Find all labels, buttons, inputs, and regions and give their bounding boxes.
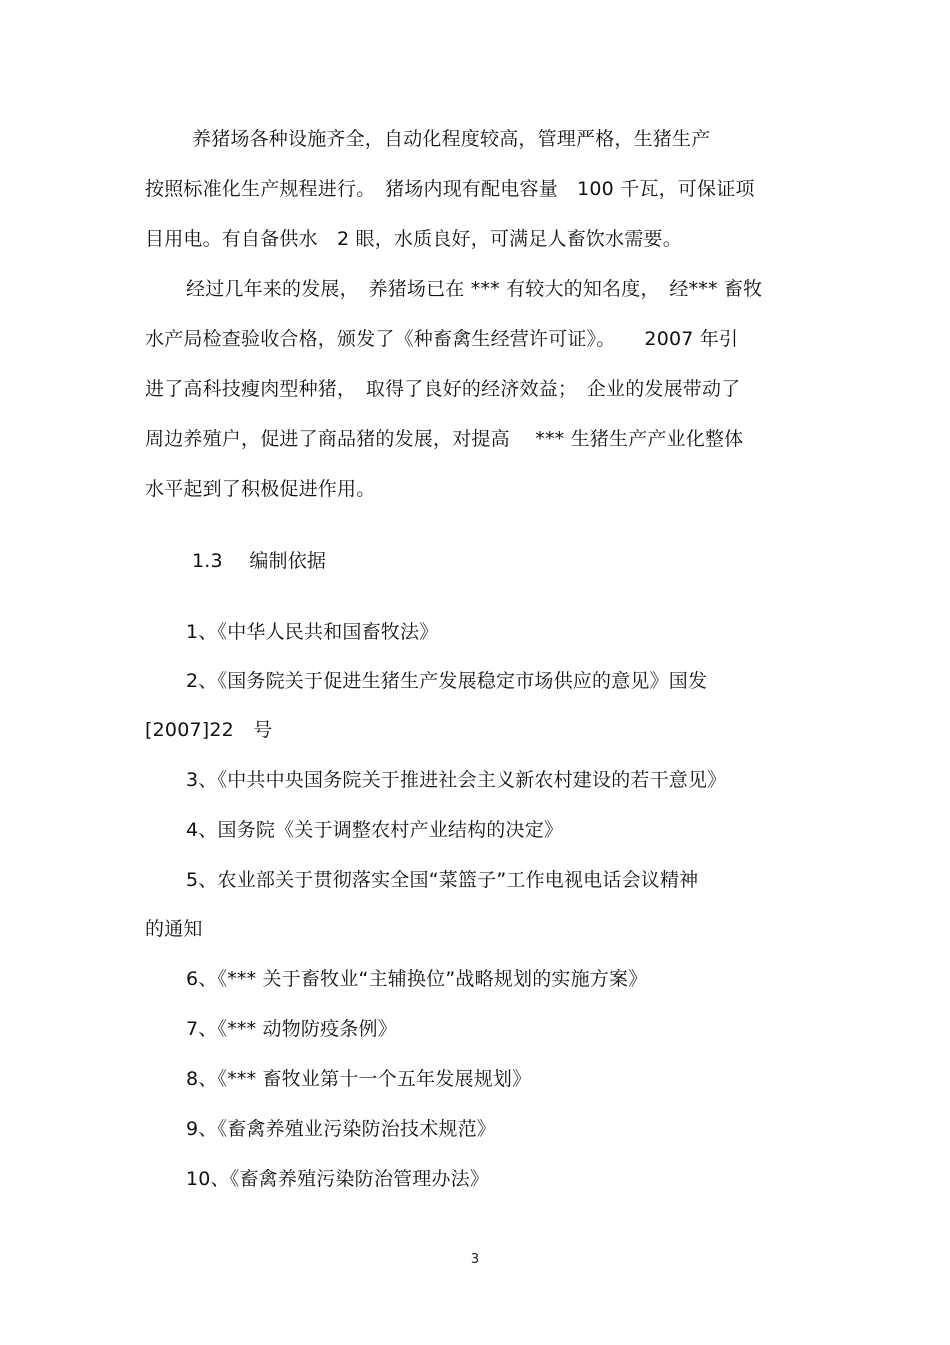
development-line-3: 进了高科技瘦肉型种猪， 取得了良好的经济效益； 企业的发展带动了 [145,378,741,400]
intro-line-1: 养猪场各种设施齐全，自动化程度较高，管理严格，生猪生产 [192,128,711,150]
intro-line-3: 目用电。有自备供水 2 眼，水质良好，可满足人畜饮水需要。 [145,228,682,250]
development-line-2: 水产局检查验收合格，颁发了《种畜禽生经营许可证》。 2007 年引 [145,328,739,350]
reference-item-5: 5、农业部关于贯彻落实全国“菜篮子”工作电视电话会议精神 [186,869,699,891]
section-number: 1.3 [192,550,223,572]
reference-item-8: 8、《*** 畜牧业第十一个五年发展规划》 [186,1068,532,1090]
page-number: 3 [470,1252,480,1267]
reference-item-5-continuation: 的通知 [145,918,203,940]
reference-item-2-continuation: [2007]22 号 [145,719,273,741]
intro-line-2: 按照标准化生产规程进行。 猪场内现有配电容量 100 千瓦，可保证项 [145,178,755,200]
reference-item-9: 9、《畜禽养殖业污染防治技术规范》 [186,1118,496,1140]
reference-item-4: 4、国务院《关于调整农村产业结构的决定》 [186,819,564,841]
development-line-4: 周边养殖户，促进了商品猪的发展，对提高 *** 生猪生产产业化整体 [145,428,744,450]
reference-item-3: 3、《中共中央国务院关于推进社会主义新农村建设的若干意见》 [186,769,727,791]
reference-item-2: 2、《国务院关于促进生猪生产发展稳定市场供应的意见》国发 [186,670,708,692]
reference-item-6: 6、《*** 关于畜牧业“主辅换位”战略规划的实施方案》 [186,968,648,990]
reference-item-7: 7、《*** 动物防疫条例》 [186,1018,397,1040]
development-line-5: 水平起到了积极促进作用。 [145,478,376,500]
reference-item-10: 10、《畜禽养殖污染防治管理办法》 [186,1168,490,1190]
development-line-1: 经过几年来的发展， 养猪场已在 *** 有较大的知名度， 经*** 畜牧 [186,278,763,300]
section-heading [192,549,326,573]
section-title: 编制依据 [249,550,327,572]
reference-item-1: 1、《中华人民共和国畜牧法》 [186,621,439,643]
